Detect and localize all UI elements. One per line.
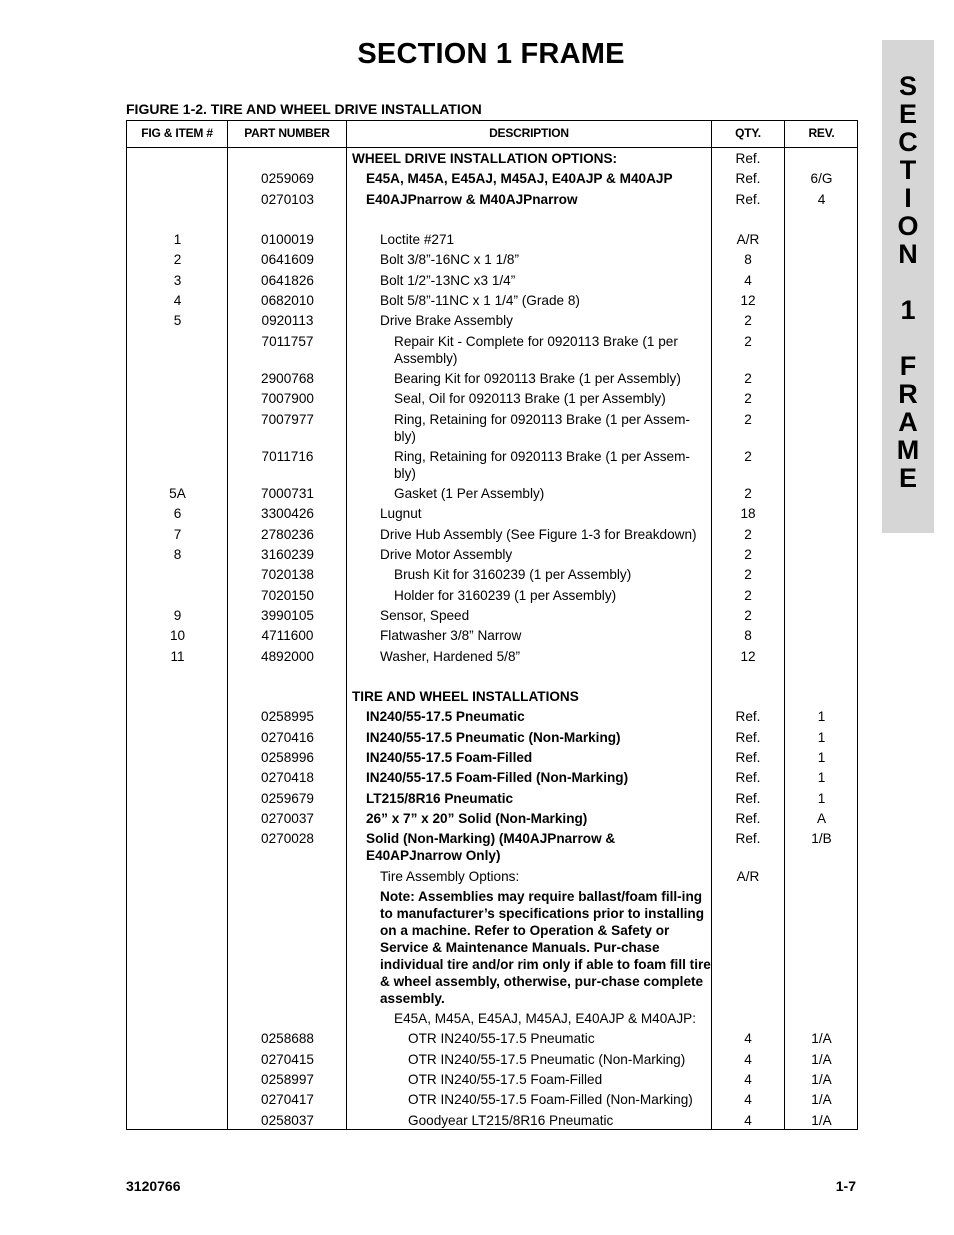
table-row bbox=[127, 544, 857, 564]
table-row bbox=[127, 524, 857, 544]
description-cell: Bearing Kit for 0920113 Brake (1 per Assembly) bbox=[394, 370, 681, 386]
description-cell: Brush Kit for 3160239 (1 per Assembly) bbox=[394, 567, 632, 583]
description-cell: LT215/8R16 Pneumatic bbox=[366, 790, 514, 806]
part-number-cell: 7007900 bbox=[261, 391, 314, 407]
part-number-cell: 0259679 bbox=[261, 790, 314, 806]
table-row bbox=[127, 666, 857, 686]
part-number-cell: 2780236 bbox=[261, 526, 314, 542]
description-cell: IN240/55-17.5 Pneumatic bbox=[366, 709, 525, 725]
part-number-cell: 0258996 bbox=[261, 750, 314, 766]
header-fig: FIG & ITEM # bbox=[141, 126, 213, 140]
description-cell: E40AJPnarrow & M40AJPnarrow bbox=[366, 191, 578, 207]
fig-item-cell: 7 bbox=[173, 526, 182, 542]
qty-cell: Ref. bbox=[735, 750, 761, 766]
description-cell: Bolt 1/2”-13NC x3 1/4” bbox=[380, 272, 516, 288]
table-row bbox=[127, 249, 857, 269]
fig-item-cell: 9 bbox=[173, 607, 182, 623]
description-cell: IN240/55-17.5 Foam-Filled (Non-Marking) bbox=[366, 770, 629, 786]
part-number-cell: 0259069 bbox=[261, 171, 314, 187]
rev-cell: A bbox=[816, 810, 827, 826]
description-cell: Flatwasher 3/8” Narrow bbox=[380, 628, 522, 644]
table-row bbox=[127, 446, 857, 483]
description-cell: Sensor, Speed bbox=[380, 607, 470, 623]
part-number-cell: 4711600 bbox=[261, 628, 314, 644]
table-row bbox=[127, 388, 857, 408]
description-cell: E45A, M45A, E45AJ, M45AJ, E40AJP & M40AJP bbox=[366, 171, 673, 187]
qty-cell: Ref. bbox=[735, 831, 761, 847]
qty-cell: Ref. bbox=[735, 151, 761, 166]
qty-cell: 2 bbox=[744, 547, 752, 563]
fig-item-cell: 5A bbox=[169, 486, 186, 502]
fig-item-cell: 5 bbox=[173, 313, 182, 329]
part-number-cell: 0270037 bbox=[261, 810, 314, 826]
part-number-cell: 7020150 bbox=[261, 587, 314, 603]
fig-item-cell: 11 bbox=[170, 648, 185, 664]
table-row bbox=[127, 1110, 857, 1130]
page-title: SECTION 1 FRAME bbox=[357, 38, 625, 70]
table-row bbox=[127, 788, 857, 808]
rev-cell: 1/A bbox=[811, 1051, 832, 1067]
fig-item-cell: 2 bbox=[173, 252, 182, 268]
qty-cell: 2 bbox=[744, 370, 752, 386]
side-tab-letter: E bbox=[898, 99, 917, 129]
table-row bbox=[127, 1008, 857, 1028]
table-row bbox=[127, 168, 857, 188]
description-cell: IN240/55-17.5 Pneumatic (Non-Marking) bbox=[366, 729, 621, 745]
description-cell: OTR IN240/55-17.5 Foam-Filled bbox=[408, 1071, 603, 1087]
rev-cell: 1 bbox=[817, 790, 826, 806]
side-tab-letter: O bbox=[897, 211, 919, 241]
qty-cell: 12 bbox=[740, 293, 756, 309]
description-cell: IN240/55-17.5 Foam-Filled bbox=[366, 750, 533, 766]
table-header bbox=[127, 121, 857, 148]
qty-cell: Ref. bbox=[735, 810, 761, 826]
description-cell: 26” x 7” x 20” Solid (Non-Marking) bbox=[366, 810, 588, 826]
side-tab-letter: C bbox=[898, 127, 918, 157]
part-number-cell: 0270417 bbox=[261, 1092, 314, 1108]
table-row bbox=[127, 706, 857, 726]
table-row bbox=[127, 1049, 857, 1069]
description-cell: Tire Assembly Options: bbox=[380, 868, 520, 884]
table-row bbox=[127, 270, 857, 290]
table-row bbox=[127, 503, 857, 523]
description-cell: Drive Motor Assembly bbox=[380, 547, 513, 563]
description-cell: Loctite #271 bbox=[380, 232, 455, 248]
table-row bbox=[127, 828, 857, 865]
qty-cell: 12 bbox=[740, 648, 756, 664]
description-cell: Solid (Non-Marking) (M40AJPnarrow & E40APJnarrow Only) bbox=[366, 831, 616, 864]
qty-cell: 4 bbox=[744, 1092, 752, 1108]
description-cell: Ring, Retaining for 0920113 Brake (1 per Assem-bly) bbox=[394, 411, 690, 444]
document-number: 3120766 bbox=[126, 1178, 181, 1194]
part-number-cell: 0270103 bbox=[261, 191, 314, 207]
table-row bbox=[127, 808, 857, 828]
description-cell: Bolt 3/8”-16NC x 1 1/8” bbox=[380, 252, 520, 268]
table-row bbox=[127, 368, 857, 388]
table-row bbox=[127, 585, 857, 605]
part-number-cell: 0258037 bbox=[261, 1112, 314, 1128]
table-row bbox=[127, 1089, 857, 1109]
table-row bbox=[127, 727, 857, 747]
part-number-cell: 0100019 bbox=[261, 232, 314, 248]
qty-cell: 2 bbox=[744, 333, 752, 349]
qty-cell: Ref. bbox=[735, 729, 761, 745]
side-tab-letter: F bbox=[899, 351, 917, 381]
page-number: 1-7 bbox=[835, 1178, 856, 1194]
table-row bbox=[127, 625, 857, 645]
description-cell: Holder for 3160239 (1 per Assembly) bbox=[394, 587, 617, 603]
table-row bbox=[127, 1069, 857, 1089]
table-row bbox=[127, 564, 857, 584]
rev-cell: 1/B bbox=[811, 831, 832, 847]
part-number-cell: 7011757 bbox=[261, 333, 314, 349]
part-number-cell: 7020138 bbox=[261, 567, 314, 583]
part-number-cell: 2900768 bbox=[261, 370, 314, 386]
side-tab-letter: 1 bbox=[900, 295, 916, 325]
part-number-cell: 0641826 bbox=[261, 272, 314, 288]
description-cell: Note: Assemblies may require ballast/foam fill-ing to manufacturer’s specifications prior to installing on a machine. Refer to Operation & Safety or Service & Maintenance Manuals. Pur-chase individual tire and/or rim only if able to foam fill tire & wheel assembly, otherwise, pur-chase complete assembly. bbox=[380, 888, 711, 1006]
rev-cell: 1 bbox=[817, 709, 826, 725]
table-body bbox=[127, 148, 857, 1130]
description-cell: Seal, Oil for 0920113 Brake (1 per Assembly) bbox=[394, 391, 666, 407]
part-number-cell: 4892000 bbox=[261, 648, 314, 664]
parts-table bbox=[126, 120, 858, 1130]
description-cell: Gasket (1 Per Assembly) bbox=[394, 486, 545, 502]
table-row bbox=[127, 605, 857, 625]
table-row bbox=[127, 686, 857, 706]
qty-cell: 4 bbox=[744, 272, 752, 288]
qty-cell: 4 bbox=[744, 1031, 752, 1047]
fig-item-cell: 3 bbox=[173, 272, 182, 288]
qty-cell: 8 bbox=[744, 628, 752, 644]
description-cell: Washer, Hardened 5/8” bbox=[380, 648, 521, 664]
table-row bbox=[127, 189, 857, 209]
description-cell: OTR IN240/55-17.5 Foam-Filled (Non-Marking) bbox=[408, 1092, 693, 1108]
table-row bbox=[127, 1028, 857, 1048]
description-cell: Ring, Retaining for 0920113 Brake (1 per Assem-bly) bbox=[394, 448, 690, 481]
rev-cell: 4 bbox=[817, 191, 826, 207]
table-row bbox=[127, 886, 857, 1008]
qty-cell: A/R bbox=[736, 868, 760, 884]
rev-cell: 1/A bbox=[811, 1112, 832, 1128]
rev-cell: 1/A bbox=[811, 1092, 832, 1108]
description-cell: WHEEL DRIVE INSTALLATION OPTIONS: bbox=[352, 151, 618, 166]
qty-cell: Ref. bbox=[735, 709, 761, 725]
qty-cell: Ref. bbox=[735, 171, 761, 187]
side-tab-letter bbox=[904, 268, 912, 296]
description-cell: Lugnut bbox=[380, 506, 422, 522]
rev-cell: 1 bbox=[817, 770, 826, 786]
side-tab-letter: N bbox=[898, 239, 918, 269]
qty-cell: A/R bbox=[736, 232, 760, 248]
part-number-cell: 0641609 bbox=[261, 252, 314, 268]
part-number-cell: 0270028 bbox=[261, 831, 314, 847]
part-number-cell: 0258997 bbox=[261, 1071, 314, 1087]
table-row bbox=[127, 409, 857, 446]
fig-item-cell: 1 bbox=[173, 232, 182, 248]
part-number-cell: 0258995 bbox=[261, 709, 314, 725]
table-row bbox=[127, 646, 857, 666]
rev-cell: 6/G bbox=[810, 171, 833, 187]
qty-cell: 4 bbox=[744, 1051, 752, 1067]
part-number-cell: 3990105 bbox=[261, 607, 314, 623]
part-number-cell: 3300426 bbox=[261, 506, 314, 522]
table-row bbox=[127, 290, 857, 310]
description-cell: TIRE AND WHEEL INSTALLATIONS bbox=[352, 689, 579, 705]
side-tab-letter bbox=[904, 324, 912, 352]
description-cell: OTR IN240/55-17.5 Pneumatic bbox=[408, 1031, 595, 1047]
table-row bbox=[127, 483, 857, 503]
header-qty: QTY. bbox=[735, 126, 761, 140]
part-number-cell: 0682010 bbox=[261, 293, 314, 309]
qty-cell: 2 bbox=[744, 567, 752, 583]
part-number-cell: 0270415 bbox=[261, 1051, 314, 1067]
side-tab-letter: I bbox=[904, 183, 912, 213]
fig-item-cell: 4 bbox=[173, 293, 182, 309]
qty-cell: 4 bbox=[744, 1112, 752, 1128]
qty-cell: 2 bbox=[744, 411, 752, 427]
table-row bbox=[127, 331, 857, 368]
qty-cell: 18 bbox=[740, 506, 756, 522]
qty-cell: Ref. bbox=[735, 770, 761, 786]
side-tab-letter: S bbox=[898, 71, 917, 101]
qty-cell: 2 bbox=[744, 313, 752, 329]
table-row bbox=[127, 310, 857, 330]
figure-title: FIGURE 1-2. TIRE AND WHEEL DRIVE INSTALLATION bbox=[126, 101, 482, 117]
table-row bbox=[127, 747, 857, 767]
rev-cell: 1/A bbox=[811, 1071, 832, 1087]
part-number-cell: 0270416 bbox=[261, 729, 314, 745]
part-number-cell: 7007977 bbox=[261, 411, 314, 427]
qty-cell: 8 bbox=[744, 252, 752, 268]
fig-item-cell: 6 bbox=[173, 506, 182, 522]
description-cell: Drive Hub Assembly (See Figure 1-3 for Breakdown) bbox=[380, 526, 697, 542]
table-row bbox=[127, 866, 857, 886]
description-cell: Goodyear LT215/8R16 Pneumatic bbox=[408, 1112, 614, 1128]
rev-cell: 1 bbox=[817, 750, 826, 766]
description-cell: Repair Kit - Complete for 0920113 Brake (1 per Assembly) bbox=[394, 333, 678, 366]
fig-item-cell: 10 bbox=[169, 628, 186, 644]
side-tab-letter: E bbox=[898, 463, 917, 493]
part-number-cell: 0920113 bbox=[261, 313, 314, 329]
table-row bbox=[127, 229, 857, 249]
side-tab-letter: A bbox=[898, 407, 918, 437]
header-description: DESCRIPTION bbox=[489, 126, 569, 140]
header-rev: REV. bbox=[808, 126, 835, 140]
section-side-tab bbox=[882, 40, 934, 533]
part-number-cell: 7011716 bbox=[261, 448, 314, 464]
header-part-number: PART NUMBER bbox=[244, 126, 330, 140]
description-cell: Drive Brake Assembly bbox=[380, 313, 513, 329]
part-number-cell: 0270418 bbox=[261, 770, 314, 786]
part-number-cell: 7000731 bbox=[261, 486, 314, 502]
qty-cell: Ref. bbox=[735, 191, 761, 207]
qty-cell: Ref. bbox=[735, 790, 761, 806]
qty-cell: 4 bbox=[744, 1071, 752, 1087]
description-cell: Bolt 5/8”-11NC x 1 1/4” (Grade 8) bbox=[380, 293, 580, 309]
rev-cell: 1/A bbox=[811, 1031, 832, 1047]
qty-cell: 2 bbox=[744, 526, 752, 542]
description-cell: E45A, M45A, E45AJ, M45AJ, E40AJP & M40AJP: bbox=[394, 1011, 696, 1027]
qty-cell: 2 bbox=[744, 607, 752, 623]
qty-cell: 2 bbox=[744, 486, 752, 502]
qty-cell: 2 bbox=[744, 448, 752, 464]
side-tab-letter: M bbox=[896, 435, 920, 465]
table-row bbox=[127, 209, 857, 229]
side-tab-letters bbox=[882, 72, 934, 492]
part-number-cell: 0258688 bbox=[261, 1031, 314, 1047]
table-row bbox=[127, 148, 857, 168]
side-tab-letter: R bbox=[898, 379, 918, 409]
table-row bbox=[127, 767, 857, 787]
fig-item-cell: 8 bbox=[173, 547, 182, 563]
side-tab-letter: T bbox=[899, 155, 917, 185]
qty-cell: 2 bbox=[744, 391, 752, 407]
qty-cell: 2 bbox=[744, 587, 752, 603]
rev-cell: 1 bbox=[817, 729, 826, 745]
part-number-cell: 3160239 bbox=[261, 547, 314, 563]
description-cell: OTR IN240/55-17.5 Pneumatic (Non-Marking) bbox=[408, 1051, 686, 1067]
